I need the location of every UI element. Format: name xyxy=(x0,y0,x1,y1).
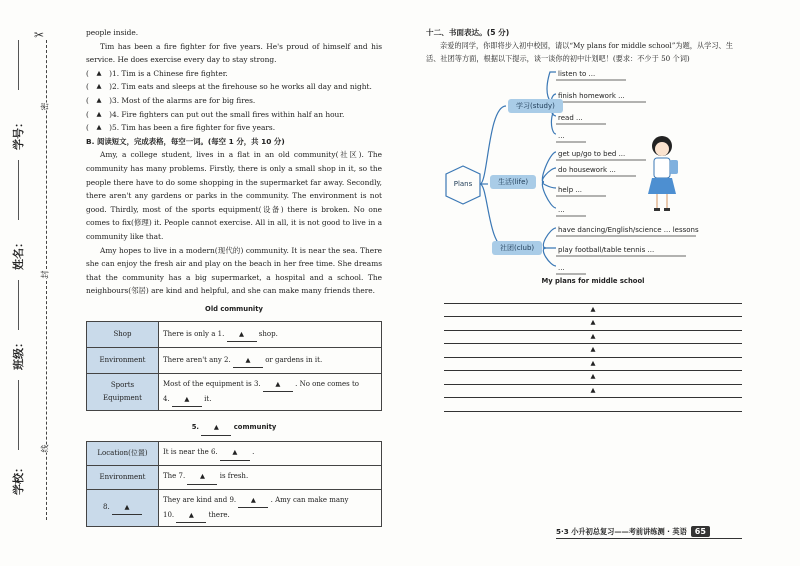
cell-text: They are kind and 9. xyxy=(163,496,237,505)
answer-bracket: ( ▲ ) xyxy=(86,94,112,108)
connector-line xyxy=(542,152,556,182)
triangle-icon: ▲ xyxy=(96,95,102,104)
row-content xyxy=(159,322,382,348)
triangle-icon: ▲ xyxy=(590,304,596,313)
writing-area[interactable] xyxy=(444,290,742,412)
writing-line[interactable] xyxy=(444,331,742,345)
seal-mark: 线 xyxy=(40,444,50,453)
essay-title: My plans for middle school xyxy=(541,277,645,285)
writing-line[interactable] xyxy=(444,385,742,399)
plans-mindmap xyxy=(426,62,742,282)
title-text: community xyxy=(233,423,277,432)
intro-line: people inside. xyxy=(86,28,139,37)
passage-paragraph: Amy, a college student, lives in a flat in an old community(社区). The community has many problems. Firstly, there is only a small shop in it, so the people there have to do some shopping in the supermarket far away. Secondly, there aren't any gardens or parks in the community. The environment is not good. Thirdly, most of the sports equipment(设备) there is broken. No one comes to fix(修理) it. People cannot exercise. All in all, it is not good to live in a community like that. xyxy=(86,150,382,241)
triangle-icon: ▲ xyxy=(239,329,245,338)
student-illustration xyxy=(648,136,678,211)
table-row xyxy=(87,466,382,490)
cell-text: . No one comes to xyxy=(295,380,359,389)
answer-bracket: ( ▲ ) xyxy=(86,121,112,135)
triangle-icon: ▲ xyxy=(199,472,205,481)
triangle-icon: ▲ xyxy=(96,109,102,118)
cell-text: The 7. xyxy=(163,472,186,481)
question-text: 3. Most of the alarms are for big fires. xyxy=(112,95,256,105)
right-column xyxy=(426,26,742,65)
cell-text: . Amy can make many xyxy=(270,496,349,505)
question-item[interactable] xyxy=(86,67,382,81)
writing-line[interactable] xyxy=(444,304,742,318)
answer-blank[interactable] xyxy=(263,377,293,392)
connector-line xyxy=(480,184,506,248)
writing-line[interactable] xyxy=(444,290,742,304)
connector-line xyxy=(543,228,556,248)
true-false-questions xyxy=(86,67,382,135)
leaf-item: ... xyxy=(558,264,565,272)
triangle-icon: ▲ xyxy=(590,331,596,340)
margin-rule xyxy=(18,160,19,220)
school-label: 学校： xyxy=(12,462,25,495)
connector-line xyxy=(542,182,556,208)
leaf-item: ... xyxy=(558,206,565,214)
answer-blank[interactable] xyxy=(233,354,263,369)
row-label: Location(位置) xyxy=(87,442,159,466)
branch-club: 社团(club) xyxy=(492,241,542,255)
cell-text: It is near the 6. xyxy=(163,448,218,457)
page-number: 65 xyxy=(691,526,710,537)
writing-line[interactable] xyxy=(444,317,742,331)
answer-bracket: ( ▲ ) xyxy=(86,108,112,122)
seal-mark: 密 xyxy=(40,102,50,111)
row-content xyxy=(159,374,382,411)
row-label: Environment xyxy=(87,466,159,490)
triangle-icon: ▲ xyxy=(245,355,251,364)
question-text: 5. Tim has been a fire fighter for five years. xyxy=(112,123,276,133)
triangle-icon: ▲ xyxy=(275,380,281,389)
left-column xyxy=(86,26,382,527)
question-text: 4. Fire fighters can put out the small fires within half an hour. xyxy=(112,109,345,119)
connector-line xyxy=(480,106,506,184)
triangle-icon: ▲ xyxy=(590,358,596,367)
question-text: 1. Tim is a Chinese fire fighter. xyxy=(112,68,228,78)
cell-text: . xyxy=(252,448,255,457)
question-item[interactable] xyxy=(86,80,382,94)
answer-blank[interactable] xyxy=(220,446,250,461)
scissors-icon: ✂ xyxy=(34,28,45,42)
leaf-item: have dancing/English/science ... lessons xyxy=(558,226,699,234)
row-label: Shop xyxy=(87,322,159,348)
triangle-icon: ▲ xyxy=(590,385,596,394)
row-label-text: 8. xyxy=(103,502,110,511)
binding-margin xyxy=(0,0,60,566)
triangle-icon: ▲ xyxy=(188,511,194,520)
leaf-item: help ... xyxy=(558,186,583,194)
answer-bracket: ( ▲ ) xyxy=(86,67,112,81)
triangle-icon: ▲ xyxy=(590,372,596,380)
connector-line xyxy=(543,248,556,266)
triangle-icon: ▲ xyxy=(590,345,596,353)
row-label xyxy=(87,490,159,527)
footer-text: 5·3 小升初总复习——考前讲练测 · 英语 xyxy=(556,526,687,536)
table-row xyxy=(87,442,382,466)
writing-line[interactable] xyxy=(444,398,742,412)
title-number: 5. xyxy=(191,423,199,432)
student-number-label: 学号： xyxy=(12,117,25,150)
seal-mark: 封 xyxy=(40,270,50,279)
leaf-item: listen to ... xyxy=(558,70,596,78)
answer-blank[interactable] xyxy=(187,470,217,485)
old-community-table xyxy=(86,321,382,411)
answer-blank[interactable] xyxy=(172,392,202,407)
cell-text: 4. xyxy=(163,395,170,404)
margin-rule xyxy=(18,280,19,330)
paragraph: Tim has been a fire fighter for five years. He's proud of himself and his service. He does exercise every day to stay strong. xyxy=(86,41,382,65)
margin-rule xyxy=(18,380,19,450)
triangle-icon: ▲ xyxy=(213,423,219,432)
answer-blank[interactable] xyxy=(112,501,142,516)
section-heading: 十二、书面表达。(5 分) xyxy=(426,28,510,37)
answer-blank[interactable] xyxy=(176,508,206,523)
name-label: 姓名： xyxy=(12,237,25,270)
mindmap-center: Plans xyxy=(453,180,473,188)
writing-line[interactable] xyxy=(444,344,742,358)
leaf-item: read ... xyxy=(558,114,583,122)
triangle-icon: ▲ xyxy=(96,123,102,132)
table-row xyxy=(87,322,382,348)
cell-text: there. xyxy=(208,511,230,520)
table-title xyxy=(86,421,382,436)
question-item[interactable] xyxy=(86,94,382,108)
answer-blank[interactable] xyxy=(227,328,257,343)
section-heading: B. 阅读短文，完成表格，每空一词。(每空 1 分，共 10 分) xyxy=(86,136,285,146)
cell-text: is fresh. xyxy=(219,472,249,481)
new-community-table xyxy=(86,441,382,527)
triangle-icon: ▲ xyxy=(184,395,190,404)
answer-bracket: ( ▲ ) xyxy=(86,80,112,94)
answer-blank[interactable] xyxy=(238,493,268,508)
leaf-item: play football/table tennis ... xyxy=(558,246,655,254)
leaf-item: get up/go to bed ... xyxy=(558,150,626,158)
cell-text: There is only a 1. xyxy=(163,329,225,338)
cell-text: shop. xyxy=(258,329,278,338)
question-item[interactable] xyxy=(86,121,382,135)
answer-blank[interactable] xyxy=(201,421,231,436)
cell-text: it. xyxy=(204,395,212,404)
cell-text: There aren't any 2. xyxy=(163,355,231,364)
leaf-item: do housework ... xyxy=(558,166,616,174)
class-label: 班级： xyxy=(12,337,25,370)
triangle-icon: ▲ xyxy=(590,318,596,326)
leaf-item: finish homework ... xyxy=(558,92,625,100)
margin-rule xyxy=(18,40,19,90)
passage-paragraph: Amy hopes to live in a modern(现代的) community. It is near the sea. There she can enjoy the fresh air and play on the beach in her free time. She dreams that the community has a big supermarket, a hospital and a school. The neighbours(邻居) are kind and helpful, and she can make many friends there. xyxy=(86,245,382,296)
triangle-icon: ▲ xyxy=(250,496,256,505)
table-title: Old community xyxy=(205,304,263,313)
writing-line[interactable] xyxy=(444,358,742,372)
branch-life: 生活(life) xyxy=(490,175,536,189)
connector-line xyxy=(542,182,556,188)
triangle-icon: ▲ xyxy=(124,502,130,511)
triangle-icon: ▲ xyxy=(232,448,238,457)
row-label: Environment xyxy=(87,348,159,374)
cell-text: 10. xyxy=(163,511,175,520)
branch-study: 学习(study) xyxy=(508,99,563,113)
page-footer xyxy=(556,526,710,537)
row-content xyxy=(159,466,382,490)
cell-text: or gardens in it. xyxy=(265,355,323,364)
triangle-icon: ▲ xyxy=(96,82,102,91)
row-content xyxy=(159,490,382,527)
question-item[interactable] xyxy=(86,108,382,122)
table-row xyxy=(87,348,382,374)
triangle-icon: ▲ xyxy=(96,68,102,77)
table-row xyxy=(87,490,382,527)
row-content xyxy=(159,442,382,466)
cell-text: Most of the equipment is 3. xyxy=(163,380,261,389)
question-text: 2. Tim eats and sleeps at the firehouse so he works all day and night. xyxy=(112,82,372,92)
row-content xyxy=(159,348,382,374)
table-row xyxy=(87,374,382,411)
leaf-item: ... xyxy=(558,132,565,140)
writing-prompt: 亲爱的同学，你即将步入初中校园，请以“My plans for middle school”为题，从学习、生活、社团等方面，根据以下提示，谈一谈你的初中计划吧！(要求：不少于 50 个词) xyxy=(426,41,733,63)
footer-rule xyxy=(556,538,742,539)
writing-line[interactable] xyxy=(444,371,742,385)
row-label: Sports Equipment xyxy=(87,374,159,411)
